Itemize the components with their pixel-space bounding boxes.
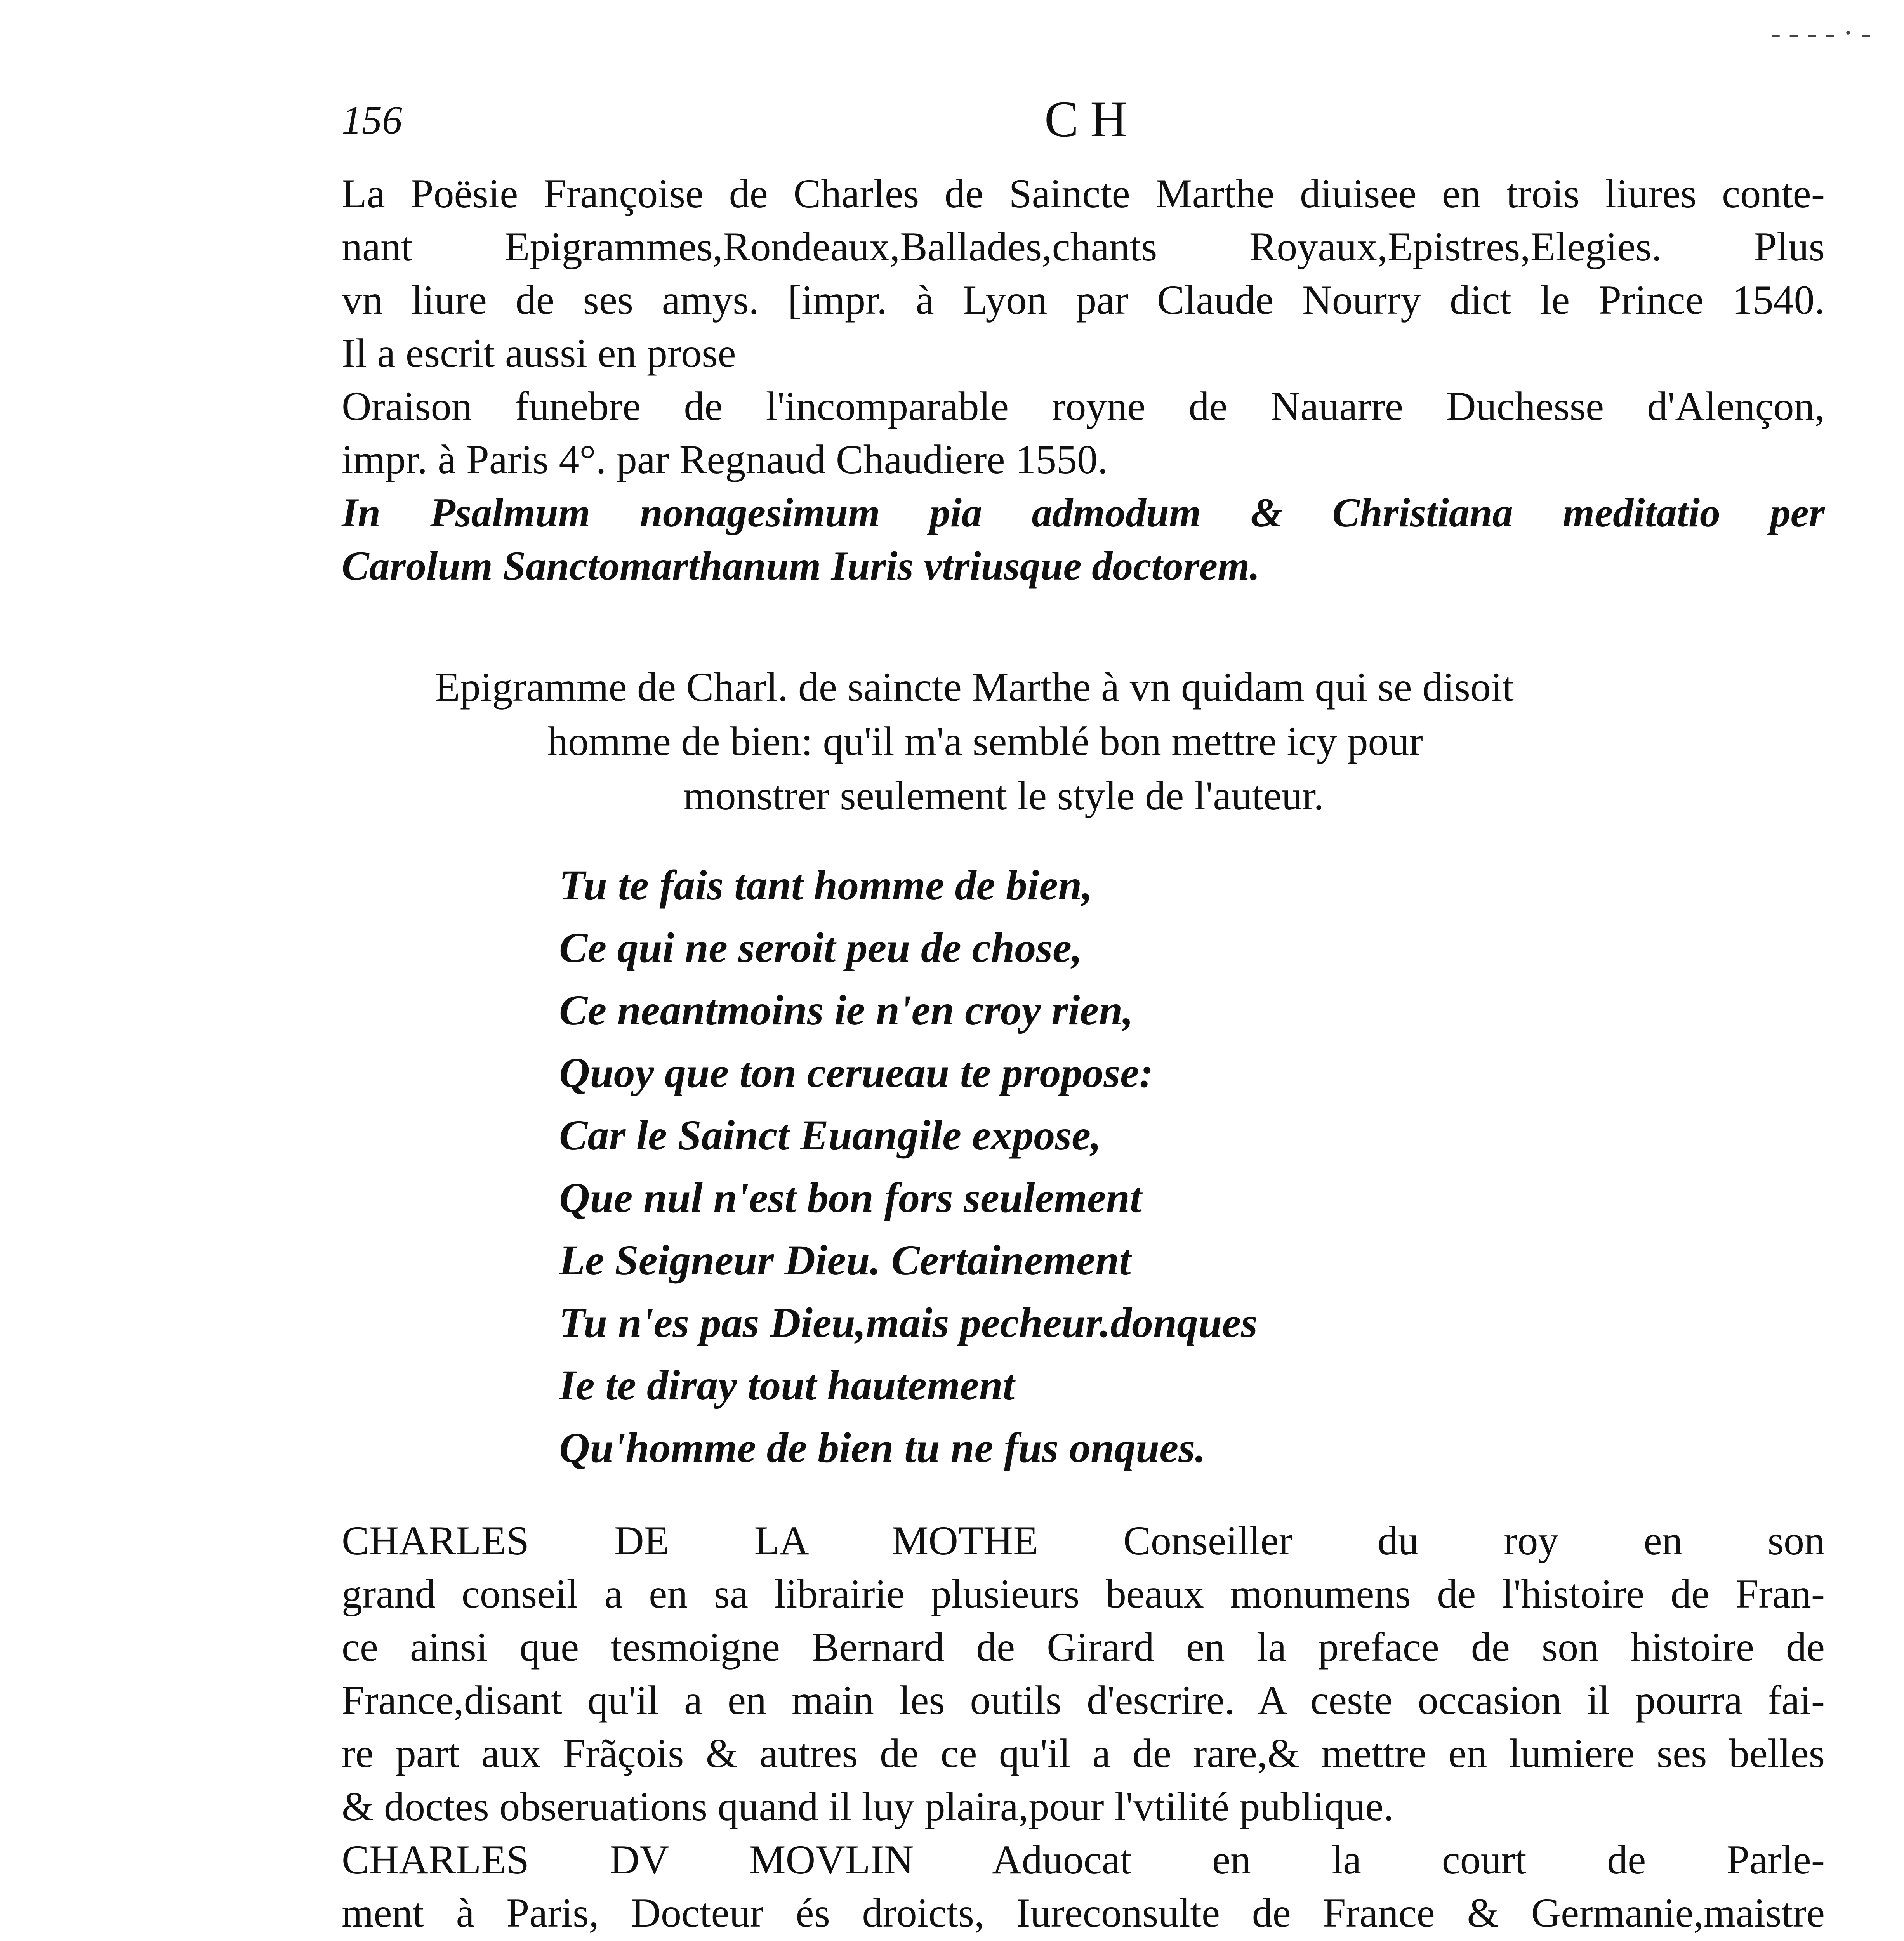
latin-title-line: In Psalmum nonagesimum pia admodum & Christiana meditatio per: [342, 490, 1825, 535]
epigram-heading-line: monstrer seulement le style de l'auteur.: [683, 773, 1324, 818]
poem-verse: Tu n'es pas Dieu,mais pecheur.donques: [559, 1299, 1258, 1346]
text-line: & doctes obseruations quand il luy plaira,pour l'vtilité publique.: [342, 1784, 1394, 1829]
text-line: re part aux Frãçois & autres de ce qu'il a de rare,& mettre en lumiere ses belles: [342, 1731, 1825, 1776]
entries-mothe-moulin: [342, 1514, 1825, 1941]
text-line: [342, 1939, 1825, 1941]
latin-title-line: Carolum Sanctomarthanum Iuris vtriusque doctorem.: [342, 543, 1260, 589]
poem-verse: Ce qui ne seroit peu de chose,: [559, 924, 1082, 971]
poem-verse: Qu'homme de bien tu ne fus onques.: [559, 1424, 1206, 1471]
text-line: Oraison funebre de l'incomparable royne de Nauarre Duchesse d'Alençon,: [342, 384, 1825, 429]
poem-verse: Car le Sainct Euangile expose,: [559, 1111, 1101, 1159]
corner-mark: - - - - · -: [1770, 16, 1871, 50]
poem-verse: Ce neantmoins ie n'en croy rien,: [559, 986, 1133, 1034]
epigram-heading: [412, 660, 1693, 823]
page-header: [342, 89, 1825, 151]
poem-verse: Le Seigneur Dieu. Certainement: [559, 1236, 1131, 1284]
text-line: grand conseil a en sa librairie plusieurs beaux monumens de l'histoire de Fran-: [342, 1571, 1825, 1616]
page-number: 156: [342, 98, 402, 142]
text-line: La Poësie Françoise de Charles de Saincte Marthe diuisee en trois liures conte-: [342, 171, 1825, 216]
text-line: CHARLES DE LA MOTHE Conseiller du roy en son: [342, 1518, 1825, 1563]
text-line: CHARLES DV MOVLIN Aduocat en la court de Parle-: [342, 1837, 1825, 1882]
text-line: nant Epigrammes,Rondeaux,Ballades,chants Royaux,Epistres,Elegies. Plus: [342, 224, 1825, 269]
poem-verse: Ie te diray tout hautement: [559, 1361, 1015, 1409]
entry-charles-de-saincte-marthe: [342, 167, 1825, 592]
epigram-heading-line: Epigramme de Charl. de saincte Marthe à vn quidam qui se disoit: [435, 664, 1514, 710]
text-line: ment à Paris, Docteur és droicts, Iureconsulte de France & Germanie,maistre: [342, 1890, 1825, 1936]
running-head: CH: [1044, 90, 1139, 148]
epigram-heading-line: homme de bien: qu'il m'a semblé bon mettre icy pour: [547, 719, 1423, 764]
epigram-poem: [559, 854, 1491, 1479]
poem-verse: Que nul n'est bon fors seulement: [559, 1174, 1142, 1221]
text-line: France,disant qu'il a en main les outils d'escrire. A ceste occasion il pourra fai-: [342, 1677, 1825, 1723]
text-line: impr. à Paris 4°. par Regnaud Chaudiere 1550.: [342, 437, 1108, 482]
poem-verse: Tu te fais tant homme de bien,: [559, 861, 1093, 909]
poem-verse: Quoy que ton cerueau te propose:: [559, 1049, 1154, 1096]
text-line: ce ainsi que tesmoigne Bernard de Girard en la preface de son histoire de: [342, 1624, 1825, 1670]
text-line: vn liure de ses amys. [impr. à Lyon par Claude Nourry dict le Prince 1540.: [342, 277, 1825, 323]
text-line: Il a escrit aussi en prose: [342, 330, 736, 376]
